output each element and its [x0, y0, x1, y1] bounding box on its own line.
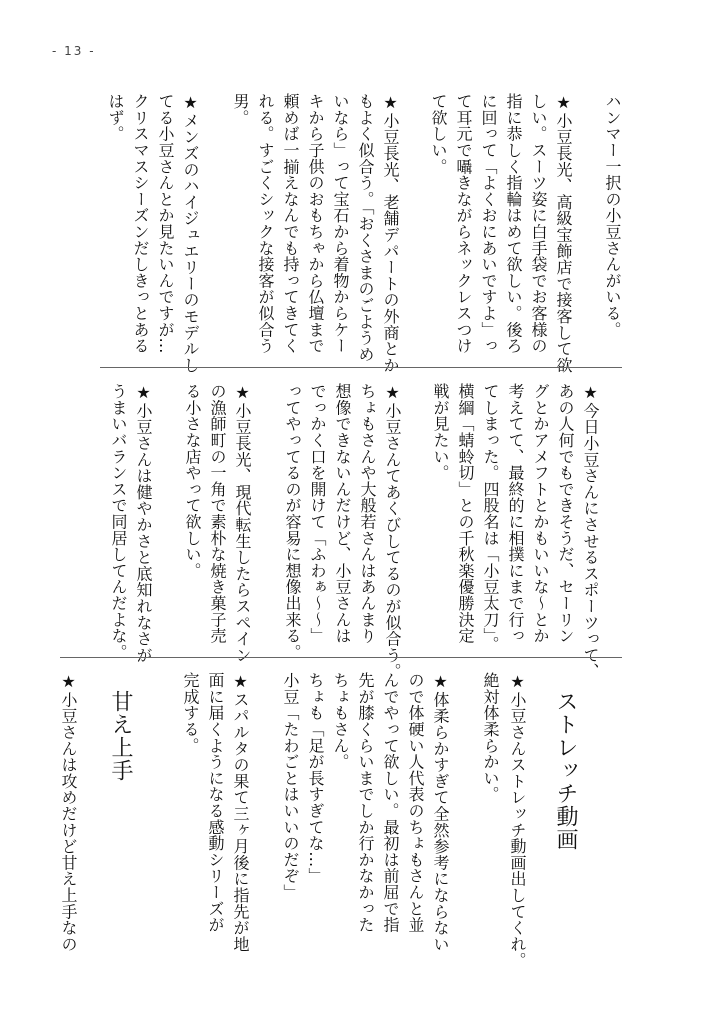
- text-column: 横綱「蜻蛉切」との千秋楽優勝決定: [456, 383, 475, 644]
- text-column: キから子供のおもちゃから仏壇まで: [306, 93, 325, 354]
- text-column: ★小豆さんは攻めだけど甘え上手なの: [59, 672, 78, 953]
- text-column: 先が膝くらいまでしか行かなかった: [356, 672, 375, 933]
- text-column: 想像できないんだけど、小豆さんは: [333, 383, 352, 644]
- text-column: ちょもさん。: [331, 672, 350, 770]
- text-column: 戦が見たい。: [431, 383, 450, 481]
- text-column: でっかく口を開けて「ふわぁ～～」: [308, 383, 327, 644]
- text-column: うまいバランスで同居してんだよな。: [109, 383, 128, 661]
- text-column: ★小豆長光、老舗デパートの外商とか: [381, 93, 400, 374]
- divider-top: [100, 367, 622, 368]
- text-column: ので体硬い人代表のちょもさんと並: [406, 672, 425, 933]
- text-column: て欲しい。: [429, 93, 448, 175]
- text-column: ★小豆さんストレッチ動画出してくれ。: [508, 672, 527, 969]
- text-column: の漁師町の一角で素朴な焼き菓子売: [208, 383, 227, 644]
- text-column: ★小豆さんは健やかさと底知れなさが: [134, 383, 153, 664]
- section-heading: ストレッチ動画: [553, 690, 578, 851]
- text-column: あの人何でもできそうだ、セーリン: [556, 383, 575, 644]
- text-column: もよく似合う。「おくさまのごようめ: [356, 93, 375, 363]
- text-column: 面に届くようになる感動シリーズが: [206, 672, 225, 933]
- text-column: ★小豆長光、高級宝飾店で接客して欲: [554, 93, 573, 374]
- text-column: クリスマスシーズンだしきっとある: [131, 93, 150, 354]
- text-column: ★スパルタの果て三ヶ月後に指先が地: [231, 672, 250, 953]
- text-column: はず。: [106, 93, 125, 142]
- text-column: ★体柔らかすぎて全然参考にならない: [431, 672, 450, 953]
- text-column: ってやってるのが容易に想像出来る。: [283, 383, 302, 661]
- text-column: 小豆「たわごとはいいのだぞ」: [281, 672, 300, 901]
- text-column: ちょもさんや大般若さんはあんまり: [358, 383, 377, 644]
- text-column: しい。スーツ姿に白手袋でお客様の: [529, 93, 548, 354]
- text-column: 絶対体柔らかい。: [481, 672, 500, 803]
- text-column: んでやって欲しい。最初は前屈で指: [381, 672, 400, 933]
- text-column: グとかアメフトとかもいいな～とか: [531, 383, 550, 644]
- text-column: いなら」って宝石から着物からケー: [331, 93, 350, 354]
- text-column: 指に恭しく指輪はめて欲しい。後ろ: [504, 93, 523, 354]
- text-column: ★小豆さんてあくびしてるのが似合う。: [383, 383, 402, 680]
- text-column: ★小豆長光、現代転生したらスペイン: [233, 383, 252, 664]
- divider-bottom: [60, 657, 622, 658]
- text-column: て耳元で囁きながらネックレスつけ: [454, 93, 473, 354]
- text-column: 男。: [231, 93, 250, 126]
- text-column: ★メンズのハイジュエリーのモデルし: [181, 93, 200, 374]
- text-column: ちょも「足が長すぎてな…」: [306, 672, 325, 884]
- text-column: れる。すごくシックな接客が似合う: [256, 93, 275, 354]
- text-column: てしまった。四股名は「小豆太刀」。: [481, 383, 500, 653]
- text-column: に回って「よくおにあいですよ」っ: [479, 93, 498, 354]
- text-column: ハンマー一択の小豆さんがいる。: [603, 93, 622, 338]
- text-column: 考えてて、最終的に相撲にまで行っ: [506, 383, 525, 644]
- section-heading: 甘え上手: [108, 690, 133, 782]
- text-column: ★今日小豆さんにさせるスポーツって、: [581, 383, 600, 680]
- page-number: - 13 -: [52, 44, 96, 58]
- text-column: る小さな店やって欲しい。: [183, 383, 202, 579]
- text-column: 完成する。: [181, 672, 200, 754]
- text-column: てる小豆さんとか見たいんですが…: [156, 93, 175, 354]
- text-column: 頼めば一揃えなんでも持ってきてく: [281, 93, 300, 354]
